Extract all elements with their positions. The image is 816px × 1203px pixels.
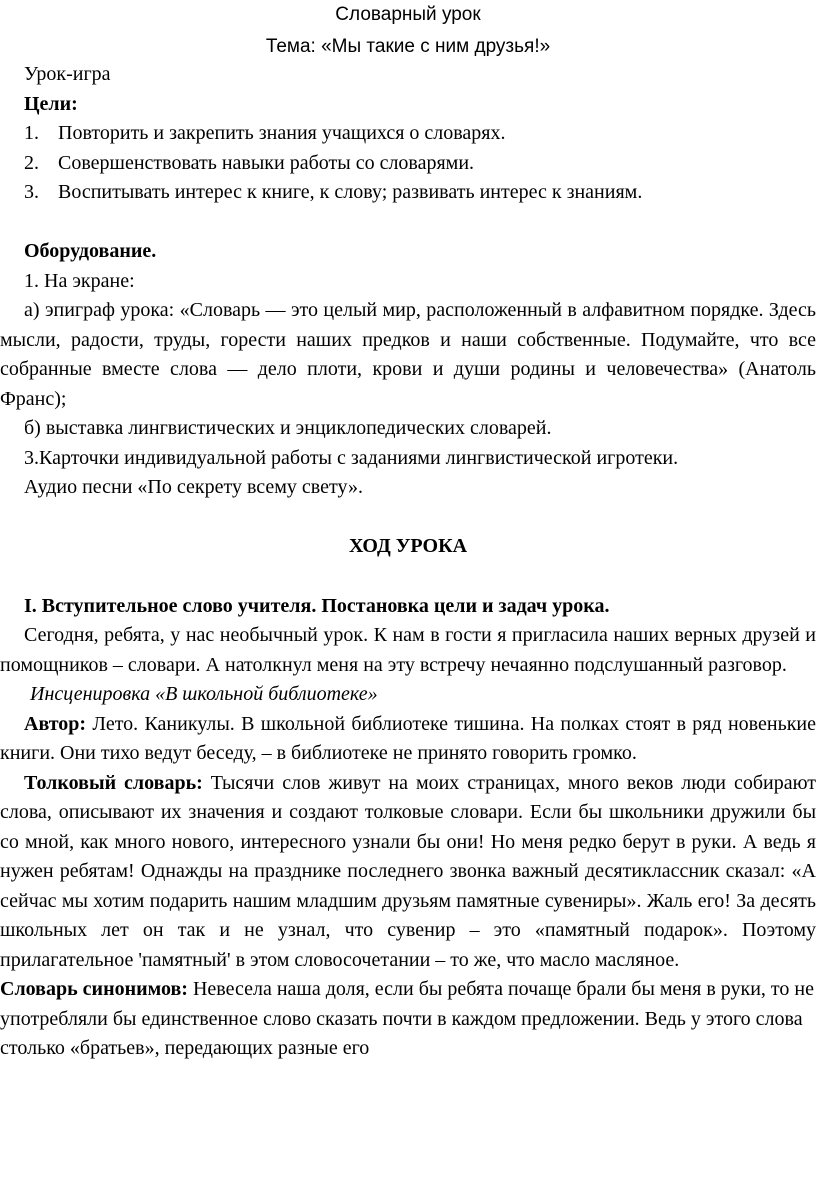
equipment-heading <box>0 237 816 267</box>
spacer <box>0 208 816 238</box>
goal-number: 3. <box>24 181 39 203</box>
course-heading: ХОД УРОКА <box>348 535 468 557</box>
author-paragraph <box>0 710 816 769</box>
staging-title <box>0 680 816 710</box>
goal-number: 1. <box>24 122 39 144</box>
equipment-exhibition: б) выставка лингвистических и энциклопедических словарей. <box>24 417 552 439</box>
document-body <box>0 60 816 1064</box>
spacer <box>0 562 816 592</box>
goal-text: Воспитывать интерес к книге, к слову; развивать интерес к знаниям. <box>58 181 643 203</box>
equipment-cards: 3.Карточки индивидуальной работы с заданиями лингвистической игротеки. <box>24 446 679 469</box>
staging-title-text: Инсценировка «В школьной библиотеке» <box>30 683 378 705</box>
section-heading-text: I. Вступительное слово учителя. Постановка цели и задач урока. <box>24 594 610 617</box>
goals-heading <box>0 90 816 120</box>
lesson-topic: Тема: «Мы такие с ним друзья!» <box>265 36 551 57</box>
goal-item <box>0 149 816 179</box>
author-label: Автор: <box>24 712 87 735</box>
explanatory-dictionary-label: Толковый словарь: <box>24 771 203 794</box>
lesson-type: Урок-игра <box>24 63 111 85</box>
section-heading <box>0 592 816 622</box>
goal-text: Совершенствовать навыки работы со словарями. <box>58 151 475 174</box>
equipment-screen: 1. На экране: <box>24 269 135 292</box>
spacer <box>0 503 816 533</box>
synonyms-dictionary-paragraph <box>0 975 816 1064</box>
equipment-audio: Аудио песни «По секрету всему свету». <box>24 476 363 498</box>
synonyms-dictionary-text: Невесела наша доля, если бы ребята почаще брали бы меня в руки, то не употребляли бы единственное слово сказать почти в каждом предложении. Ведь у этого слова столько «братьев», передающих разные его <box>0 978 814 1059</box>
explanatory-dictionary-paragraph <box>0 769 816 976</box>
document-title: Словарный урок <box>335 4 481 25</box>
author-text: Лето. Каникулы. В школьной библиотеке тишина. На полках стоят в ряд новенькие книги. Они тихо ведут беседу, – в библиотеке не принято говорить громко. <box>0 712 816 764</box>
goals-list <box>0 119 816 208</box>
equipment-epigraph: а) эпиграф урока: «Словарь — это целый мир, расположенный в алфавитном порядке. Здесь мысли, радости, труды, горести наших предков и наши собственные. Подумайте, что все собранные вместе слова — дело плоти, крови и души родины и человечества» (Анатоль Франс); <box>0 299 816 410</box>
equipment-heading-text: Оборудование. <box>24 240 157 262</box>
goal-text: Повторить и закрепить знания учащихся о словарях. <box>58 122 506 144</box>
synonyms-dictionary-label: Словарь синонимов: <box>0 978 188 1000</box>
goal-item <box>0 178 816 208</box>
explanatory-dictionary-text: Тысячи слов живут на моих страницах, много веков люди собирают слова, описывают их значения и создают толковые словари. Если бы школьники дружили бы со мной, как много нового, интересного узнали бы они! Но меня редко берут в руки. А ведь я нужен ребятам! Однажды на празднике последнего звонка важный десятиклассник сказал: «А сейчас мы хотим подарить нашим младшим друзьям памятные сувениры». Жаль его! За десять школьных лет он так и не узнал, что сувенир – это «памятный подарок». Поэтому прилагательное 'памятный' в этом словосочетании – то же, что масло масляное. <box>0 771 816 971</box>
goal-number: 2. <box>24 151 39 174</box>
goals-heading-text: Цели: <box>24 92 78 115</box>
goal-item <box>0 119 816 149</box>
intro-paragraph: Сегодня, ребята, у нас необычный урок. К нам в гости я пригласила наших верных друзей и помощников – словари. А натолкнул меня на эту встречу нечаянно подслушанный разговор. <box>0 624 816 676</box>
